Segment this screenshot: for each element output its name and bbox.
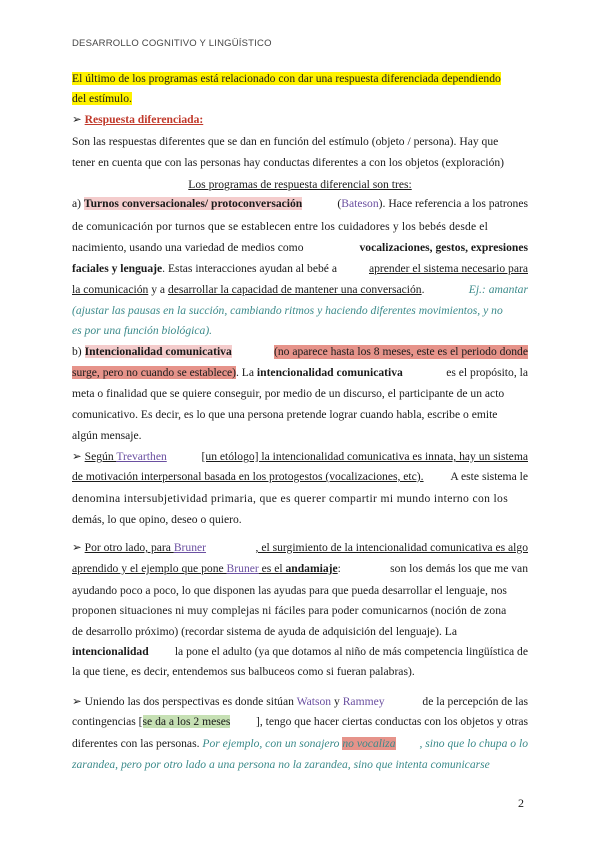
paragraph-line: de comunicación por turnos que se establecen entre los cuidadores y los bebés desde el	[72, 220, 488, 233]
arrow-bullet-icon: ➢	[72, 541, 85, 554]
paragraph-line: la comunicación y a desarrollar la capacidad de mantener una conversación. Ej.: amantar	[72, 283, 528, 296]
paragraph-line: ➢ Uniendo las dos perspectivas es donde sitúan Watson y Rammey de la percepción de las	[72, 695, 528, 708]
paragraph-line: b) Intencionalidad comunicativa (no aparece hasta los 8 meses, este es el periodo donde	[72, 345, 528, 358]
paragraph-line: faciales y lenguaje. Estas interacciones ayudan al bebé a aprender el sistema necesario para	[72, 262, 528, 275]
paragraph-line: nacimiento, usando una variedad de medios como vocalizaciones, gestos, expresiones	[72, 241, 528, 254]
paragraph-line: zarandea, pero por otro lado a una persona no la zarandea, sino que intenta comunicarse	[72, 758, 490, 771]
running-header: DESARROLLO COGNITIVO Y LINGÜÍSTICO	[72, 38, 272, 49]
paragraph-line: aprendido y el ejemplo que pone Bruner es el andamiaje: son los demás los que me van	[72, 562, 528, 575]
section-heading: ➢ Respuesta diferenciada:	[72, 113, 204, 126]
paragraph-line: contingencias [se da a los 2 meses ], tengo que hacer ciertas conductas con los objetos y otras	[72, 715, 528, 728]
paragraph-line: de motivación interpersonal basada en los protogestos (vocalizaciones, etc). A este sistema le	[72, 470, 528, 483]
paragraph-line: surge, pero no cuando se establece). La intencionalidad comunicativa es el propósito, la	[72, 366, 528, 379]
paragraph-line: diferentes con las personas. Por ejemplo, con un sonajero no vocaliza , sino que lo chupa o lo	[72, 737, 528, 750]
paragraph-line: algún mensaje.	[72, 429, 142, 442]
arrow-bullet-icon: ➢	[72, 113, 85, 126]
paragraph-line: proponen situaciones ni muy complejas ni fáciles para poder comunicarnos (noción de zona	[72, 604, 507, 617]
page-number: 2	[518, 796, 524, 810]
arrow-bullet-icon: ➢	[72, 450, 85, 463]
paragraph-line: tener en cuenta que con las personas hay conductas diferentes a con los objetos (exploración)	[72, 156, 505, 169]
paragraph-line: ayudando poco a poco, lo que disponen las ayudas para que pueda desarrollar el lenguaje, nos	[72, 584, 507, 597]
paragraph-line: denomina intersubjetividad primaria, que es querer compartir mi mundo interno con los	[72, 492, 509, 505]
paragraph-line: de desarrollo próximo) (recordar sistema de ayuda de adquisición del lenguaje). La	[72, 625, 458, 638]
subheading: Los programas de respuesta diferencial son tres:	[188, 178, 412, 191]
paragraph-line: demás, lo que opino, deseo o quiero.	[72, 513, 242, 526]
paragraph-line: meta o finalidad que se quiere conseguir, por medio de un discurso, el participante de un acto	[72, 387, 505, 400]
paragraph-line: a) Turnos conversacionales/ protoconversación (Bateson). Hace referencia a los patrones	[72, 197, 528, 210]
paragraph-line: es por una función biológica).	[72, 324, 213, 337]
paragraph-line: ➢ Por otro lado, para Bruner , el surgimiento de la intencionalidad comunicativa es algo	[72, 541, 528, 554]
paragraph-line: (ajustar las pausas en la succión, cambiando ritmos y haciendo diferentes movimientos, y no	[72, 304, 503, 317]
paragraph-line: Son las respuestas diferentes que se dan en función del estímulo (objeto / persona). Hay que	[72, 135, 499, 148]
paragraph-line: intencionalidad la pone el adulto (ya que dotamos al niño de más competencia lingüística de	[72, 645, 528, 658]
paragraph-line: ➢ Según Trevarthen [un etólogo] la intencionalidad comunicativa es innata, hay un sistema	[72, 450, 528, 463]
paragraph-line: del estímulo.	[72, 92, 132, 105]
paragraph-line: El último de los programas está relacionado con dar una respuesta diferenciada dependiendo	[72, 72, 501, 85]
paragraph-line: la que tiene, es decir, entendemos sus balbuceos como si fueran palabras).	[72, 665, 415, 678]
paragraph-line: comunicativo. Es decir, es lo que una persona pretende lograr cuando habla, escribe o emite	[72, 408, 498, 421]
